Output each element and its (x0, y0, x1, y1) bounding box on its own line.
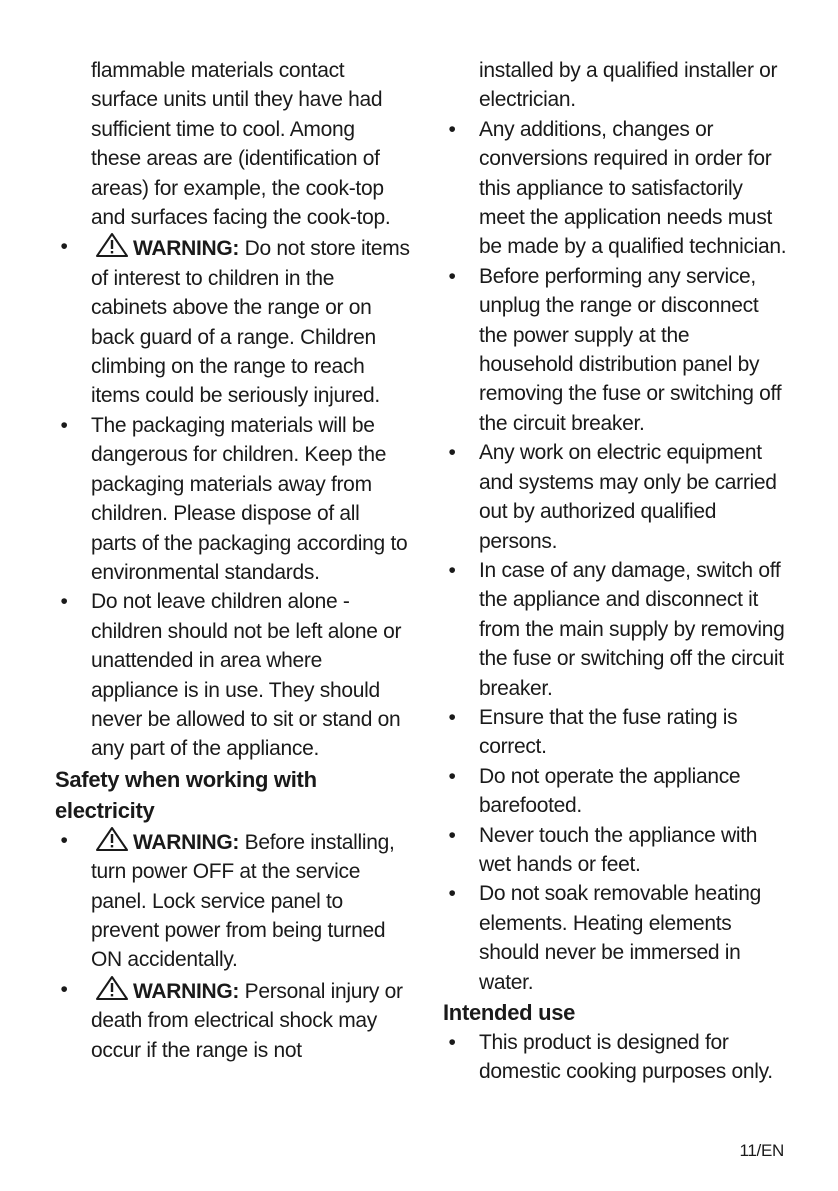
right-column (443, 56, 788, 1087)
bullet: • (448, 441, 456, 465)
item-text: Do not soak removable heating elements. Heating elements should never be immersed in water. (479, 882, 761, 994)
warning-label: WARNING: (133, 237, 240, 261)
bullet: • (60, 977, 68, 1001)
list-item (443, 762, 788, 821)
list-item (55, 826, 410, 975)
bullet: • (448, 764, 456, 788)
warning-icon (95, 232, 129, 258)
item-text: Ensure that the fuse rating is correct. (479, 705, 738, 759)
section-heading: Intended use (443, 1000, 576, 1025)
warning-label: WARNING: (133, 830, 240, 854)
item-text: Personal injury or death from electrical shock may occur if the range is not (91, 979, 403, 1062)
list-item (443, 262, 788, 438)
item-text: In case of any damage, switch off the appliance and disconnect it from the main supply by removing the fuse or switching off the circuit breaker. (479, 558, 785, 700)
warning-icon (95, 975, 129, 1001)
list-item (443, 1028, 788, 1087)
list-item (443, 556, 788, 703)
bullet: • (60, 828, 68, 852)
continued-paragraph: installed by a qualified installer or electrician. (479, 59, 778, 112)
item-text: Do not operate the appliance barefooted. (479, 764, 741, 818)
item-text: The packaging materials will be dangerous for children. Keep the packaging materials away from children. Please dispose of all parts of the packaging according to environmental standards. (91, 413, 408, 584)
bullet: • (448, 705, 456, 729)
item-text: This product is designed for domestic cooking purposes only. (479, 1031, 773, 1084)
bullet: • (448, 117, 456, 141)
list-item (443, 821, 788, 880)
page-number: 11/EN (739, 1141, 784, 1160)
item-text: Before installing, turn power OFF at the service panel. Lock service panel to prevent power from being turned ON accidentally. (91, 830, 395, 972)
list-item (443, 703, 788, 762)
list-item (55, 975, 410, 1065)
list-item (443, 879, 788, 997)
item-text: Before performing any service, unplug the range or disconnect the power supply at the household distribution panel by removing the fuse or switching off the circuit breaker. (479, 264, 782, 435)
list-item (55, 411, 410, 587)
bullet: • (60, 413, 68, 437)
bullet: • (448, 264, 456, 288)
bullet: • (60, 590, 68, 614)
bullet: • (60, 235, 68, 259)
list-item (443, 438, 788, 556)
warning-icon (95, 826, 129, 852)
continued-paragraph: flammable materials contact surface units until they have had sufficient time to cool. Among these areas are (identification of areas) for example, the cook-top and surfaces facing the cook-top. (91, 59, 391, 230)
bullet: • (448, 558, 456, 582)
item-text: Any additions, changes or conversions required in order for this appliance to satisfactorily meet the application needs must be made by a qualified technician. (479, 117, 787, 259)
item-text: Any work on electric equipment and systems may only be carried out by authorized qualified persons. (479, 441, 777, 553)
section-heading: Safety when working with electricity (55, 766, 317, 823)
bullet: • (448, 1031, 456, 1054)
bullet: • (448, 823, 456, 847)
list-item (55, 232, 410, 410)
bullet: • (448, 882, 456, 906)
item-text: Do not store items of interest to children in the cabinets above the range or on back guard of a range. Children climbing on the range to reach items could be seriously injured. (91, 237, 410, 408)
left-column (55, 56, 410, 1065)
item-text: Never touch the appliance with wet hands or feet. (479, 823, 758, 876)
list-item (55, 587, 410, 763)
item-text: Do not leave children alone - children should not be left alone or unattended in area where appliance is in use. They should never be allowed to sit or stand on any part of the appliance. (91, 590, 402, 761)
list-item (443, 115, 788, 262)
warning-label: WARNING: (133, 979, 240, 1003)
